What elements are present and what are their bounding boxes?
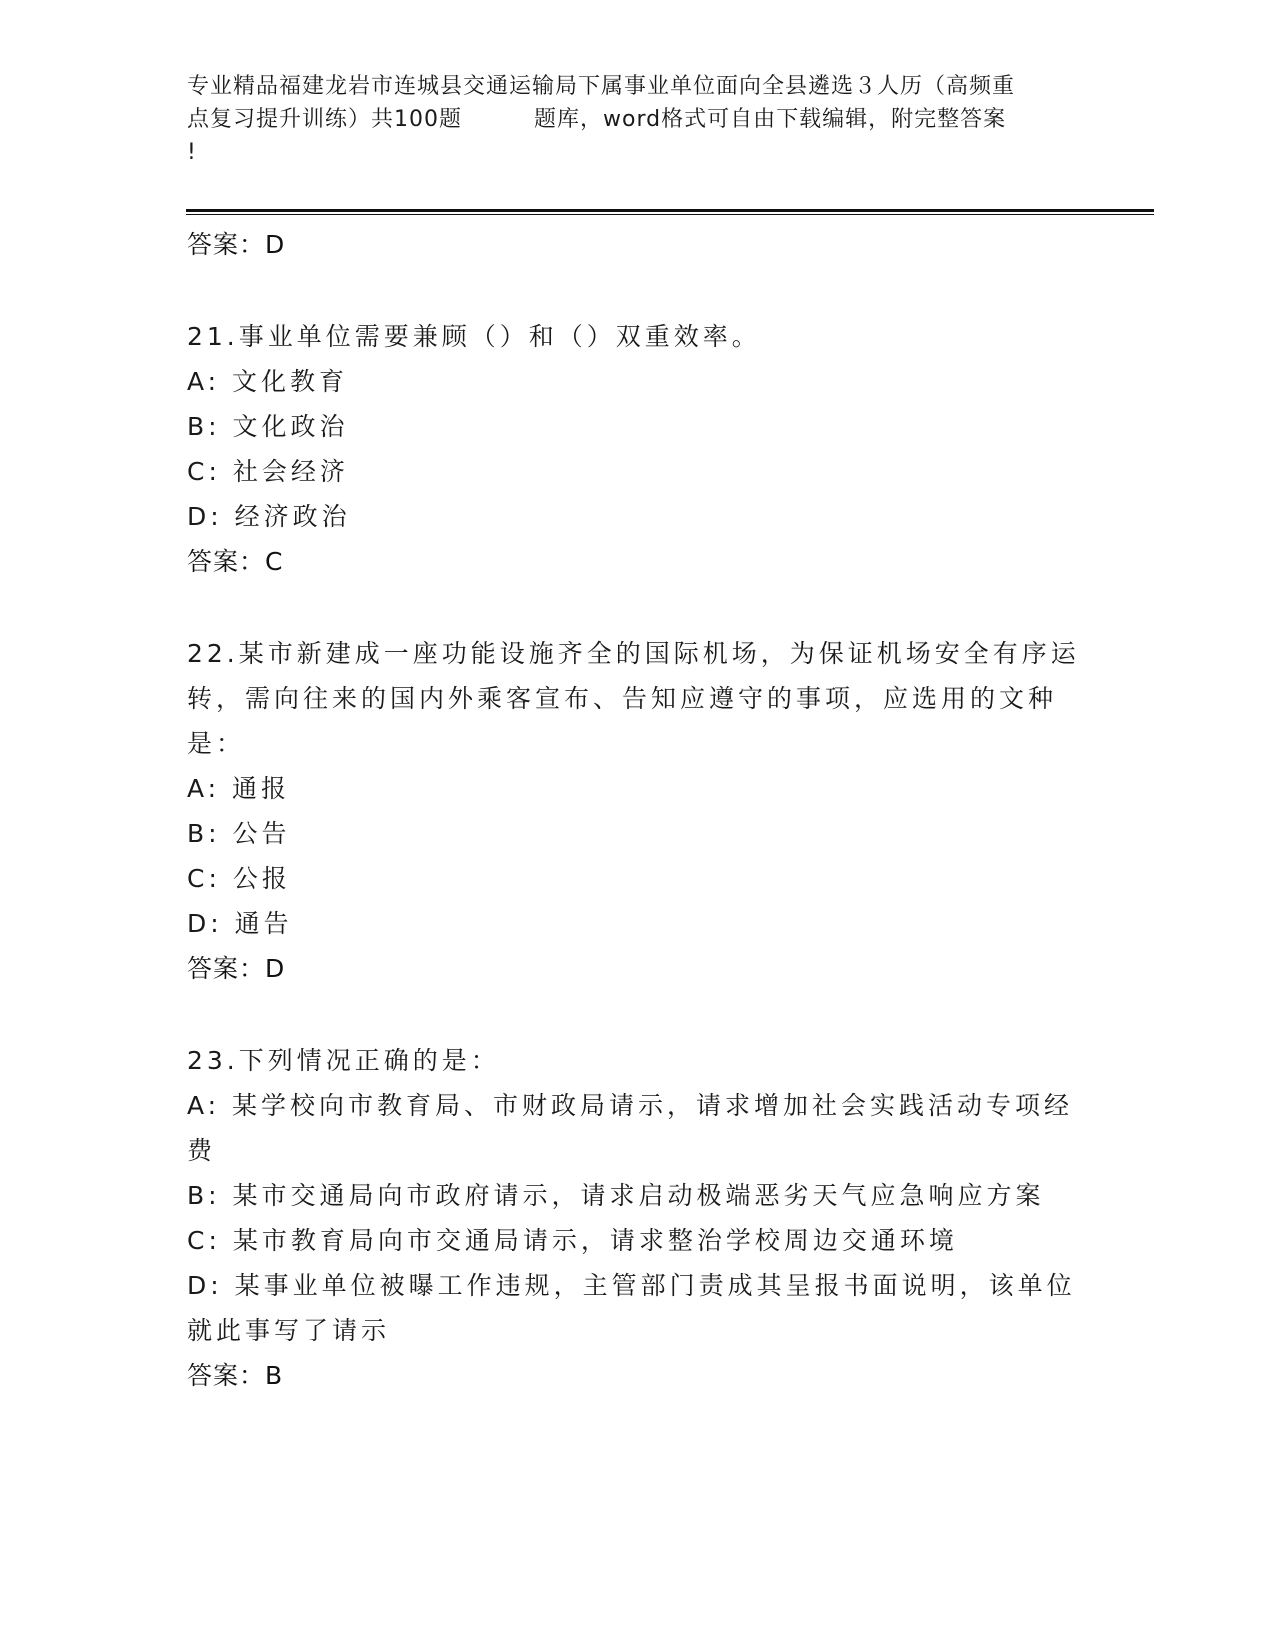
question-stem: 23.下列情况正确的是： (187, 1046, 500, 1075)
header-line-2-left: 点复习提升训练）共100题 (187, 107, 462, 132)
question-stem-line-1: 22.某市新建成一座功能设施齐全的国际机场，为保证机场安全有序运 (187, 639, 1080, 668)
header-line-3: ! (187, 140, 197, 165)
option-a: A: 通报 (187, 774, 291, 803)
header-line-1: 专业精品福建龙岩市连城县交通运输局下属事业单位面向全县遴选３人历（高频重 (187, 74, 1016, 99)
question-stem: 21.事业单位需要兼顾（）和（）双重效率。 (187, 322, 761, 351)
answer: 答案：C (187, 547, 284, 576)
option-b: B: 文化政治 (187, 412, 349, 441)
option-a: A: 文化教育 (187, 367, 349, 396)
question-stem-line-3: 是： (187, 729, 246, 758)
question-list (187, 222, 1087, 1445)
header-divider-thick (186, 209, 1154, 212)
question-23 (187, 1038, 1087, 1398)
question-21 (187, 314, 1087, 584)
option-d-line-2: 就此事写了请示 (187, 1316, 391, 1345)
answer: 答案：B (187, 1361, 284, 1390)
header-divider-thin (186, 214, 1154, 215)
option-a-line-1: A: 某学校向市教育局、市财政局请示，请求增加社会实践活动专项经 (187, 1091, 1074, 1120)
option-c: C: 公报 (187, 864, 291, 893)
option-b: B: 公告 (187, 819, 291, 848)
option-d: D: 经济政治 (187, 502, 351, 531)
option-d-line-1: D: 某事业单位被曝工作违规，主管部门责成其呈报书面说明，该单位 (187, 1271, 1076, 1300)
question-stem-line-2: 转，需向往来的国内外乘客宣布、告知应遵守的事项，应选用的文种 (187, 684, 1058, 713)
option-d: D: 通告 (187, 909, 293, 938)
header-line-2 (187, 103, 1097, 136)
document-header (187, 70, 1097, 169)
option-b: B: 某市交通局向市政府请示，请求启动极端恶劣天气应急响应方案 (187, 1181, 1045, 1210)
option-a-line-2: 费 (187, 1136, 217, 1165)
header-line-2-right: 题库，word格式可自由下载编辑，附完整答案 (534, 107, 1007, 132)
previous-question-answer: 答案：D (187, 230, 286, 259)
option-c: C: 某市教育局向市交通局请示，请求整治学校周边交通环境 (187, 1226, 958, 1255)
question-22 (187, 631, 1087, 991)
option-c: C: 社会经济 (187, 457, 349, 486)
answer: 答案：D (187, 954, 286, 983)
